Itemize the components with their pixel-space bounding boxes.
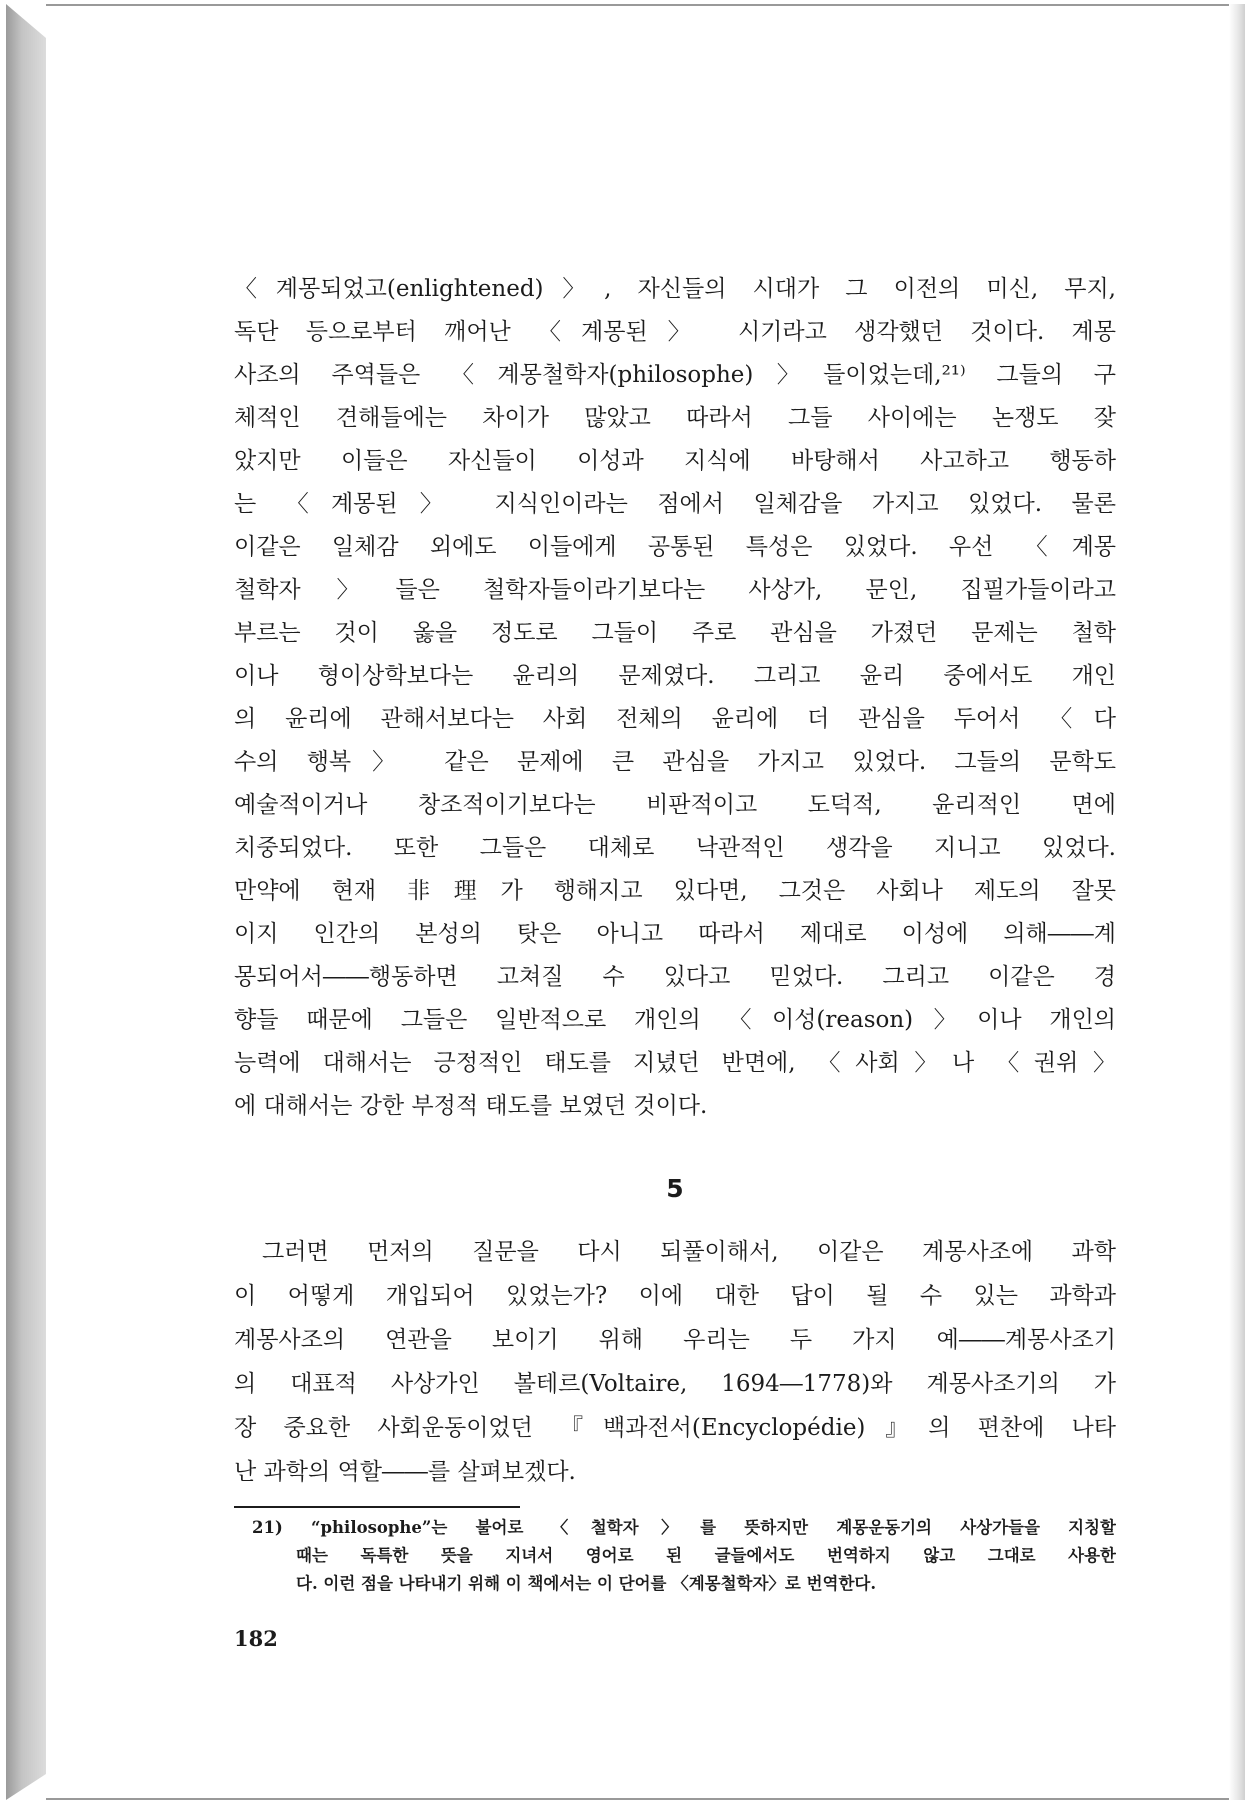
body-line: 수의 행복〉 같은 문제에 큰 관심을 가지고 있었다. 그들의 문학도 [234,749,1116,775]
section-number: 5 [666,1174,684,1203]
body-line: 이나 형이상학보다는 윤리의 문제였다. 그리고 윤리 중에서도 개인 [234,663,1116,689]
body-line: 이같은 일체감 외에도 이들에게 공통된 특성은 있었다. 우선 〈계몽 [234,534,1116,560]
section-line: 장 중요한 사회운동이었던 『백과전서(Encyclopédie)』의 편찬에 나타 [234,1415,1116,1441]
body-line: 능력에 대해서는 긍정적인 태도를 지녔던 반면에, 〈사회〉나 〈권위〉 [234,1050,1116,1076]
section-text [234,1230,1116,1494]
page-number: 182 [234,1626,278,1651]
body-text [234,268,1116,1128]
body-line: 에 대해서는 강한 부정적 태도를 보였던 것이다. [234,1093,708,1119]
body-line: 이지 인간의 본성의 탓은 아니고 따라서 제대로 이성에 의해――계 [234,921,1116,947]
page-stack-left-edge [6,4,46,1800]
page-right-edge [1229,4,1245,1800]
page [46,4,1229,1800]
body-line: 사조의 주역들은 〈계몽철학자(philosophe)〉들이었는데,²¹⁾ 그들의 구 [234,362,1116,388]
section-line: 그러면 먼저의 질문을 다시 되풀이해서, 이같은 계몽사조에 과학 [262,1239,1116,1265]
body-line: 독단 등으로부터 깨어난 〈계몽된〉 시기라고 생각했던 것이다. 계몽 [234,319,1116,345]
section-line: 난 과학의 역할――를 살펴보겠다. [234,1459,576,1485]
body-line: 향들 때문에 그들은 일반적으로 개인의 〈이성(reason)〉이나 개인의 [234,1007,1116,1033]
body-line: 의 윤리에 관해서보다는 사회 전체의 윤리에 더 관심을 두어서 〈다 [234,706,1116,732]
body-line: 았지만 이들은 자신들이 이성과 지식에 바탕해서 사고하고 행동하 [234,448,1116,474]
footnote-line: 때는 독특한 뜻을 지녀서 영어로 된 글들에서도 번역하지 않고 그대로 사용한 [296,1546,1116,1565]
body-line: 체적인 견해들에는 차이가 많았고 따라서 그들 사이에는 논쟁도 잦 [234,405,1116,431]
section-line: 의 대표적 사상가인 볼테르(Voltaire, 1694―1778)와 계몽사조기의 가 [234,1371,1116,1397]
body-line: 치중되었다. 또한 그들은 대체로 낙관적인 생각을 지니고 있었다. [234,835,1116,861]
footnote-line: 21) “philosophe”는 불어로 〈철학자〉를 뜻하지만 계몽운동기의 사상가들을 지칭할 [252,1518,1116,1537]
body-line: 예술적이거나 창조적이기보다는 비판적이고 도덕적, 윤리적인 면에 [234,792,1116,818]
section-line: 이 어떻게 개입되어 있었는가? 이에 대한 답이 될 수 있는 과학과 [234,1283,1116,1309]
body-line: 는 〈계몽된〉 지식인이라는 점에서 일체감을 가지고 있었다. 물론 [234,491,1116,517]
footnote-divider [234,1506,520,1508]
body-line: 철학자〉들은 철학자들이라기보다는 사상가, 문인, 집필가들이라고 [234,577,1116,603]
footnote [234,1514,1116,1598]
footnote-line: 다. 이런 점을 나타내기 위해 이 책에서는 이 단어를 〈계몽철학자〉로 번역한다. [296,1574,877,1593]
body-line: 〈계몽되었고(enlightened)〉, 자신들의 시대가 그 이전의 미신, 무지, [234,276,1116,302]
body-line: 부르는 것이 옳을 정도로 그들이 주로 관심을 가졌던 문제는 철학 [234,620,1116,646]
body-line: 만약에 현재 非理가 행해지고 있다면, 그것은 사회나 제도의 잘못 [234,878,1116,904]
body-line: 몽되어서――행동하면 고쳐질 수 있다고 믿었다. 그리고 이같은 경 [234,964,1116,990]
section-line: 계몽사조의 연관을 보이기 위해 우리는 두 가지 예――계몽사조기 [234,1327,1116,1353]
